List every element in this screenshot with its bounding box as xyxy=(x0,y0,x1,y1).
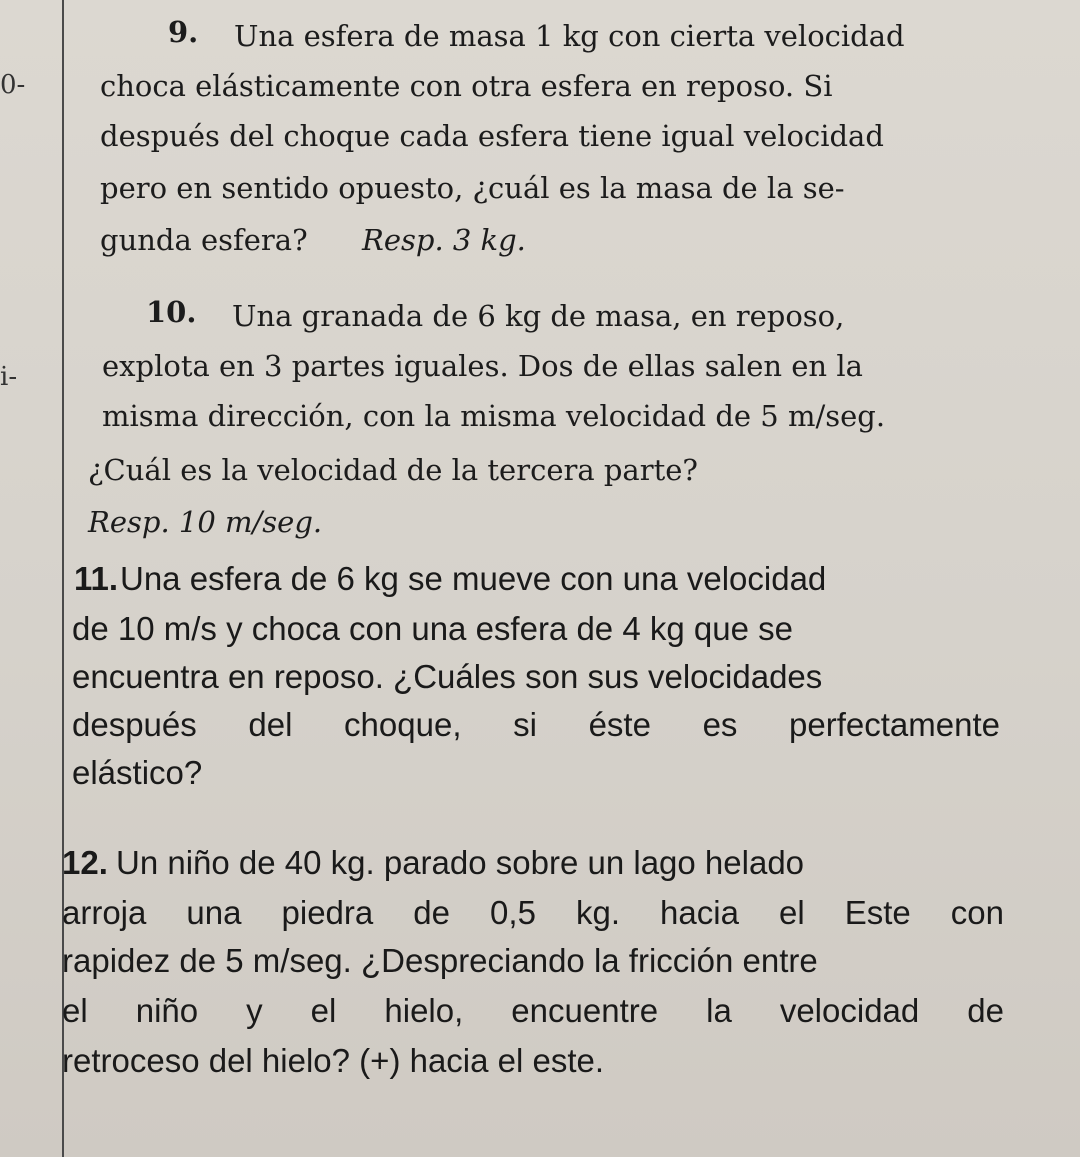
problem-line: explota en 3 partes iguales. Dos de ellas salen en la xyxy=(102,349,863,383)
problem-number: 10. xyxy=(146,295,197,329)
problem-line: gunda esfera? xyxy=(100,223,308,257)
problem-line: arroja una piedra de 0,5 kg. hacia el Este con xyxy=(62,894,1004,931)
problem-number: 9. xyxy=(168,15,199,49)
problem-number: 11. xyxy=(74,560,119,597)
problem-line: después del choque, si éste es perfectamente xyxy=(72,706,1000,743)
problem-line: pero en sentido opuesto, ¿cuál es la masa de la se- xyxy=(100,171,845,205)
problem-line: después del choque cada esfera tiene igual velocidad xyxy=(100,119,884,153)
problem-line: Una granada de 6 kg de masa, en reposo, xyxy=(232,299,845,333)
margin-mark-2: i- xyxy=(0,362,18,392)
problem-number: 12. xyxy=(62,844,108,881)
problem-line: Una esfera de 6 kg se mueve con una velocidad xyxy=(120,560,827,597)
answer: Resp. 3 kg. xyxy=(362,223,526,257)
margin-mark-1: 0- xyxy=(0,70,26,100)
problem-line: de 10 m/s y choca con una esfera de 4 kg que se xyxy=(72,610,793,647)
answer: Resp. 10 m/seg. xyxy=(88,505,323,539)
problem-line: choca elásticamente con otra esfera en reposo. Si xyxy=(100,69,833,103)
problem-line: misma dirección, con la misma velocidad de 5 m/seg. xyxy=(102,399,886,433)
problem-line: Un niño de 40 kg. parado sobre un lago helado xyxy=(116,844,805,881)
margin-rule xyxy=(62,0,64,1157)
problem-line: retroceso del hielo? (+) hacia el este. xyxy=(62,1042,605,1079)
problem-line: ¿Cuál es la velocidad de la tercera parte? xyxy=(88,453,698,487)
problem-line: encuentra en reposo. ¿Cuáles son sus velocidades xyxy=(72,658,823,695)
problem-line: elástico? xyxy=(72,754,203,791)
problem-line: rapidez de 5 m/seg. ¿Despreciando la fricción entre xyxy=(62,942,818,979)
problem-line: Una esfera de masa 1 kg con cierta velocidad xyxy=(234,19,905,53)
problem-line: el niño y el hielo, encuentre la velocidad de xyxy=(62,992,1004,1029)
